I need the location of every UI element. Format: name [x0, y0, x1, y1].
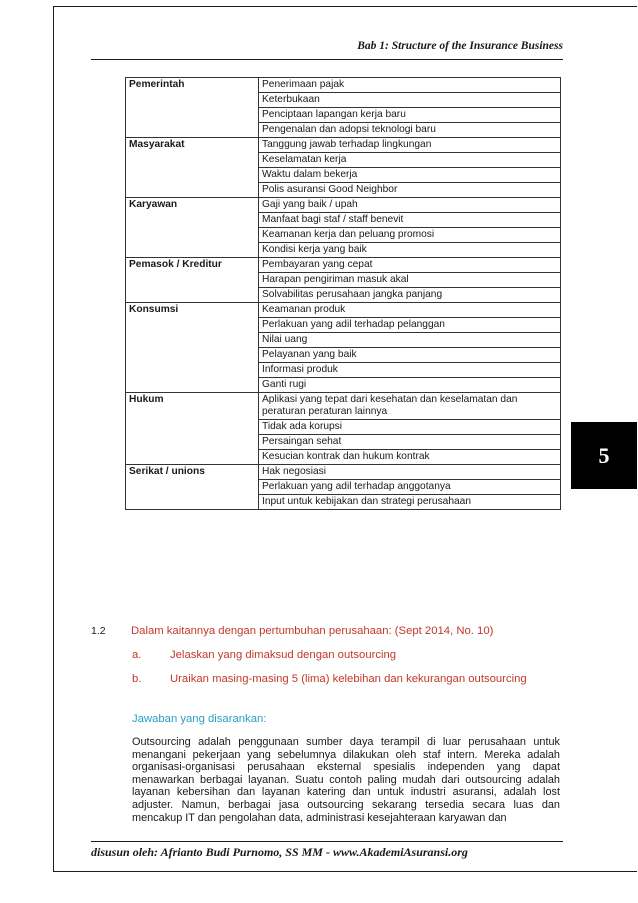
stakeholder-group: Pemasok / Kreditur [126, 258, 259, 273]
table-row [126, 138, 561, 153]
stakeholder-expectation: Waktu dalam bekerja [259, 168, 561, 183]
footer-rule [91, 841, 563, 842]
table-row [126, 393, 561, 420]
stakeholder-expectation: Tidak ada korupsi [259, 420, 561, 435]
table-row [126, 348, 561, 363]
part-letter: a. [132, 649, 142, 661]
part-letter: b. [132, 673, 142, 685]
stakeholder-expectation: Hak negosiasi [259, 465, 561, 480]
stakeholder-expectation: Pelayanan yang baik [259, 348, 561, 363]
table-row [126, 213, 561, 228]
stakeholder-expectation: Pembayaran yang cepat [259, 258, 561, 273]
stakeholder-group [126, 420, 259, 435]
stakeholder-group: Serikat / unions [126, 465, 259, 480]
stakeholder-expectation: Persaingan sehat [259, 435, 561, 450]
table-row [126, 78, 561, 93]
table-row [126, 258, 561, 273]
stakeholder-expectation: Kesucian kontrak dan hukum kontrak [259, 450, 561, 465]
stakeholder-expectation: Polis asuransi Good Neighbor [259, 183, 561, 198]
stakeholder-group [126, 288, 259, 303]
stakeholder-expectation: Informasi produk [259, 363, 561, 378]
table-row [126, 495, 561, 510]
running-header: Bab 1: Structure of the Insurance Business [357, 40, 563, 52]
stakeholder-group: Masyarakat [126, 138, 259, 153]
stakeholder-expectation: Kondisi kerja yang baik [259, 243, 561, 258]
stakeholder-group [126, 348, 259, 363]
stakeholder-group [126, 378, 259, 393]
stakeholder-expectation: Perlakuan yang adil terhadap anggotanya [259, 480, 561, 495]
stakeholder-group: Pemerintah [126, 78, 259, 93]
stakeholder-group [126, 480, 259, 495]
table-row [126, 183, 561, 198]
part-text: Uraikan masing-masing 5 (lima) kelebihan dan kekurangan outsourcing [170, 673, 527, 685]
chapter-tab: 5 [571, 422, 637, 489]
stakeholder-group [126, 228, 259, 243]
stakeholder-group [126, 273, 259, 288]
table-row [126, 333, 561, 348]
stakeholder-expectation: Perlakuan yang adil terhadap pelanggan [259, 318, 561, 333]
stakeholder-group [126, 333, 259, 348]
table-row [126, 288, 561, 303]
stakeholder-expectation: Ganti rugi [259, 378, 561, 393]
stakeholder-group [126, 93, 259, 108]
stakeholder-group: Konsumsi [126, 303, 259, 318]
table-row [126, 450, 561, 465]
table-row [126, 435, 561, 450]
stakeholder-group [126, 213, 259, 228]
answer-label: Jawaban yang disarankan: [132, 713, 267, 725]
table-row [126, 273, 561, 288]
stakeholder-group [126, 318, 259, 333]
stakeholder-group [126, 168, 259, 183]
stakeholder-expectation: Harapan pengiriman masuk akal [259, 273, 561, 288]
table-row [126, 93, 561, 108]
table-row [126, 303, 561, 318]
table-row [126, 168, 561, 183]
stakeholder-expectation: Keterbukaan [259, 93, 561, 108]
stakeholder-expectation: Tanggung jawab terhadap lingkungan [259, 138, 561, 153]
stakeholder-expectation: Nilai uang [259, 333, 561, 348]
table-row [126, 480, 561, 495]
question-text: Dalam kaitannya dengan pertumbuhan perusahaan: (Sept 2014, No. 10) [131, 625, 494, 637]
header-rule [91, 59, 563, 60]
stakeholder-group: Karyawan [126, 198, 259, 213]
question-number: 1.2 [91, 625, 106, 637]
stakeholder-group [126, 153, 259, 168]
table-row [126, 465, 561, 480]
table-row [126, 378, 561, 393]
stakeholder-table [125, 77, 561, 510]
stakeholder-expectation: Keselamatan kerja [259, 153, 561, 168]
stakeholder-expectation: Solvabilitas perusahaan jangka panjang [259, 288, 561, 303]
stakeholder-expectation: Manfaat bagi staf / staff benevit [259, 213, 561, 228]
stakeholder-expectation: Keamanan kerja dan peluang promosi [259, 228, 561, 243]
stakeholder-group: Hukum [126, 393, 259, 420]
stakeholder-expectation: Input untuk kebijakan dan strategi perusahaan [259, 495, 561, 510]
stakeholder-group [126, 108, 259, 123]
table-row [126, 318, 561, 333]
stakeholder-expectation: Aplikasi yang tepat dari kesehatan dan keselamatan dan peraturan peraturan lainnya [259, 393, 561, 420]
stakeholder-group [126, 123, 259, 138]
stakeholder-expectation: Penerimaan pajak [259, 78, 561, 93]
stakeholder-expectation: Penciptaan lapangan kerja baru [259, 108, 561, 123]
stakeholder-group [126, 450, 259, 465]
table-row [126, 420, 561, 435]
stakeholder-group [126, 243, 259, 258]
part-text: Jelaskan yang dimaksud dengan outsourcing [170, 649, 397, 661]
table-row [126, 243, 561, 258]
answer-body: Outsourcing adalah penggunaan sumber daya terampil di luar perusahaan untuk menangani pekerjaan yang sebelumnya dilakukan oleh staf intern. Mereka adalah organisasi-organisasi perusahaan eksternal spesialis independen yang dapat menawarkan berbagai layanan. Suatu contoh paling mudah dari outsourcing adalah layanan kebersihan dan layanan katering dan untuk industri asuransi, adalah lost adjuster. Namun, berbagai jasa outsourcing sekarang tersedia secara luas dan mencakup IT dan pengolahan data, administrasi kesejahteraan karyawan dan [132, 736, 560, 824]
stakeholder-expectation: Keamanan produk [259, 303, 561, 318]
stakeholder-group [126, 183, 259, 198]
table-row [126, 123, 561, 138]
stakeholder-expectation: Gaji yang baik / upah [259, 198, 561, 213]
table-row [126, 363, 561, 378]
table-row [126, 198, 561, 213]
table-row [126, 153, 561, 168]
footer-credit: disusun oleh: Afrianto Budi Purnomo, SS MM - www.AkademiAsuransi.org [91, 845, 468, 859]
stakeholder-group [126, 495, 259, 510]
table-row [126, 108, 561, 123]
stakeholder-group [126, 435, 259, 450]
stakeholder-group [126, 363, 259, 378]
table-row [126, 228, 561, 243]
stakeholder-expectation: Pengenalan dan adopsi teknologi baru [259, 123, 561, 138]
